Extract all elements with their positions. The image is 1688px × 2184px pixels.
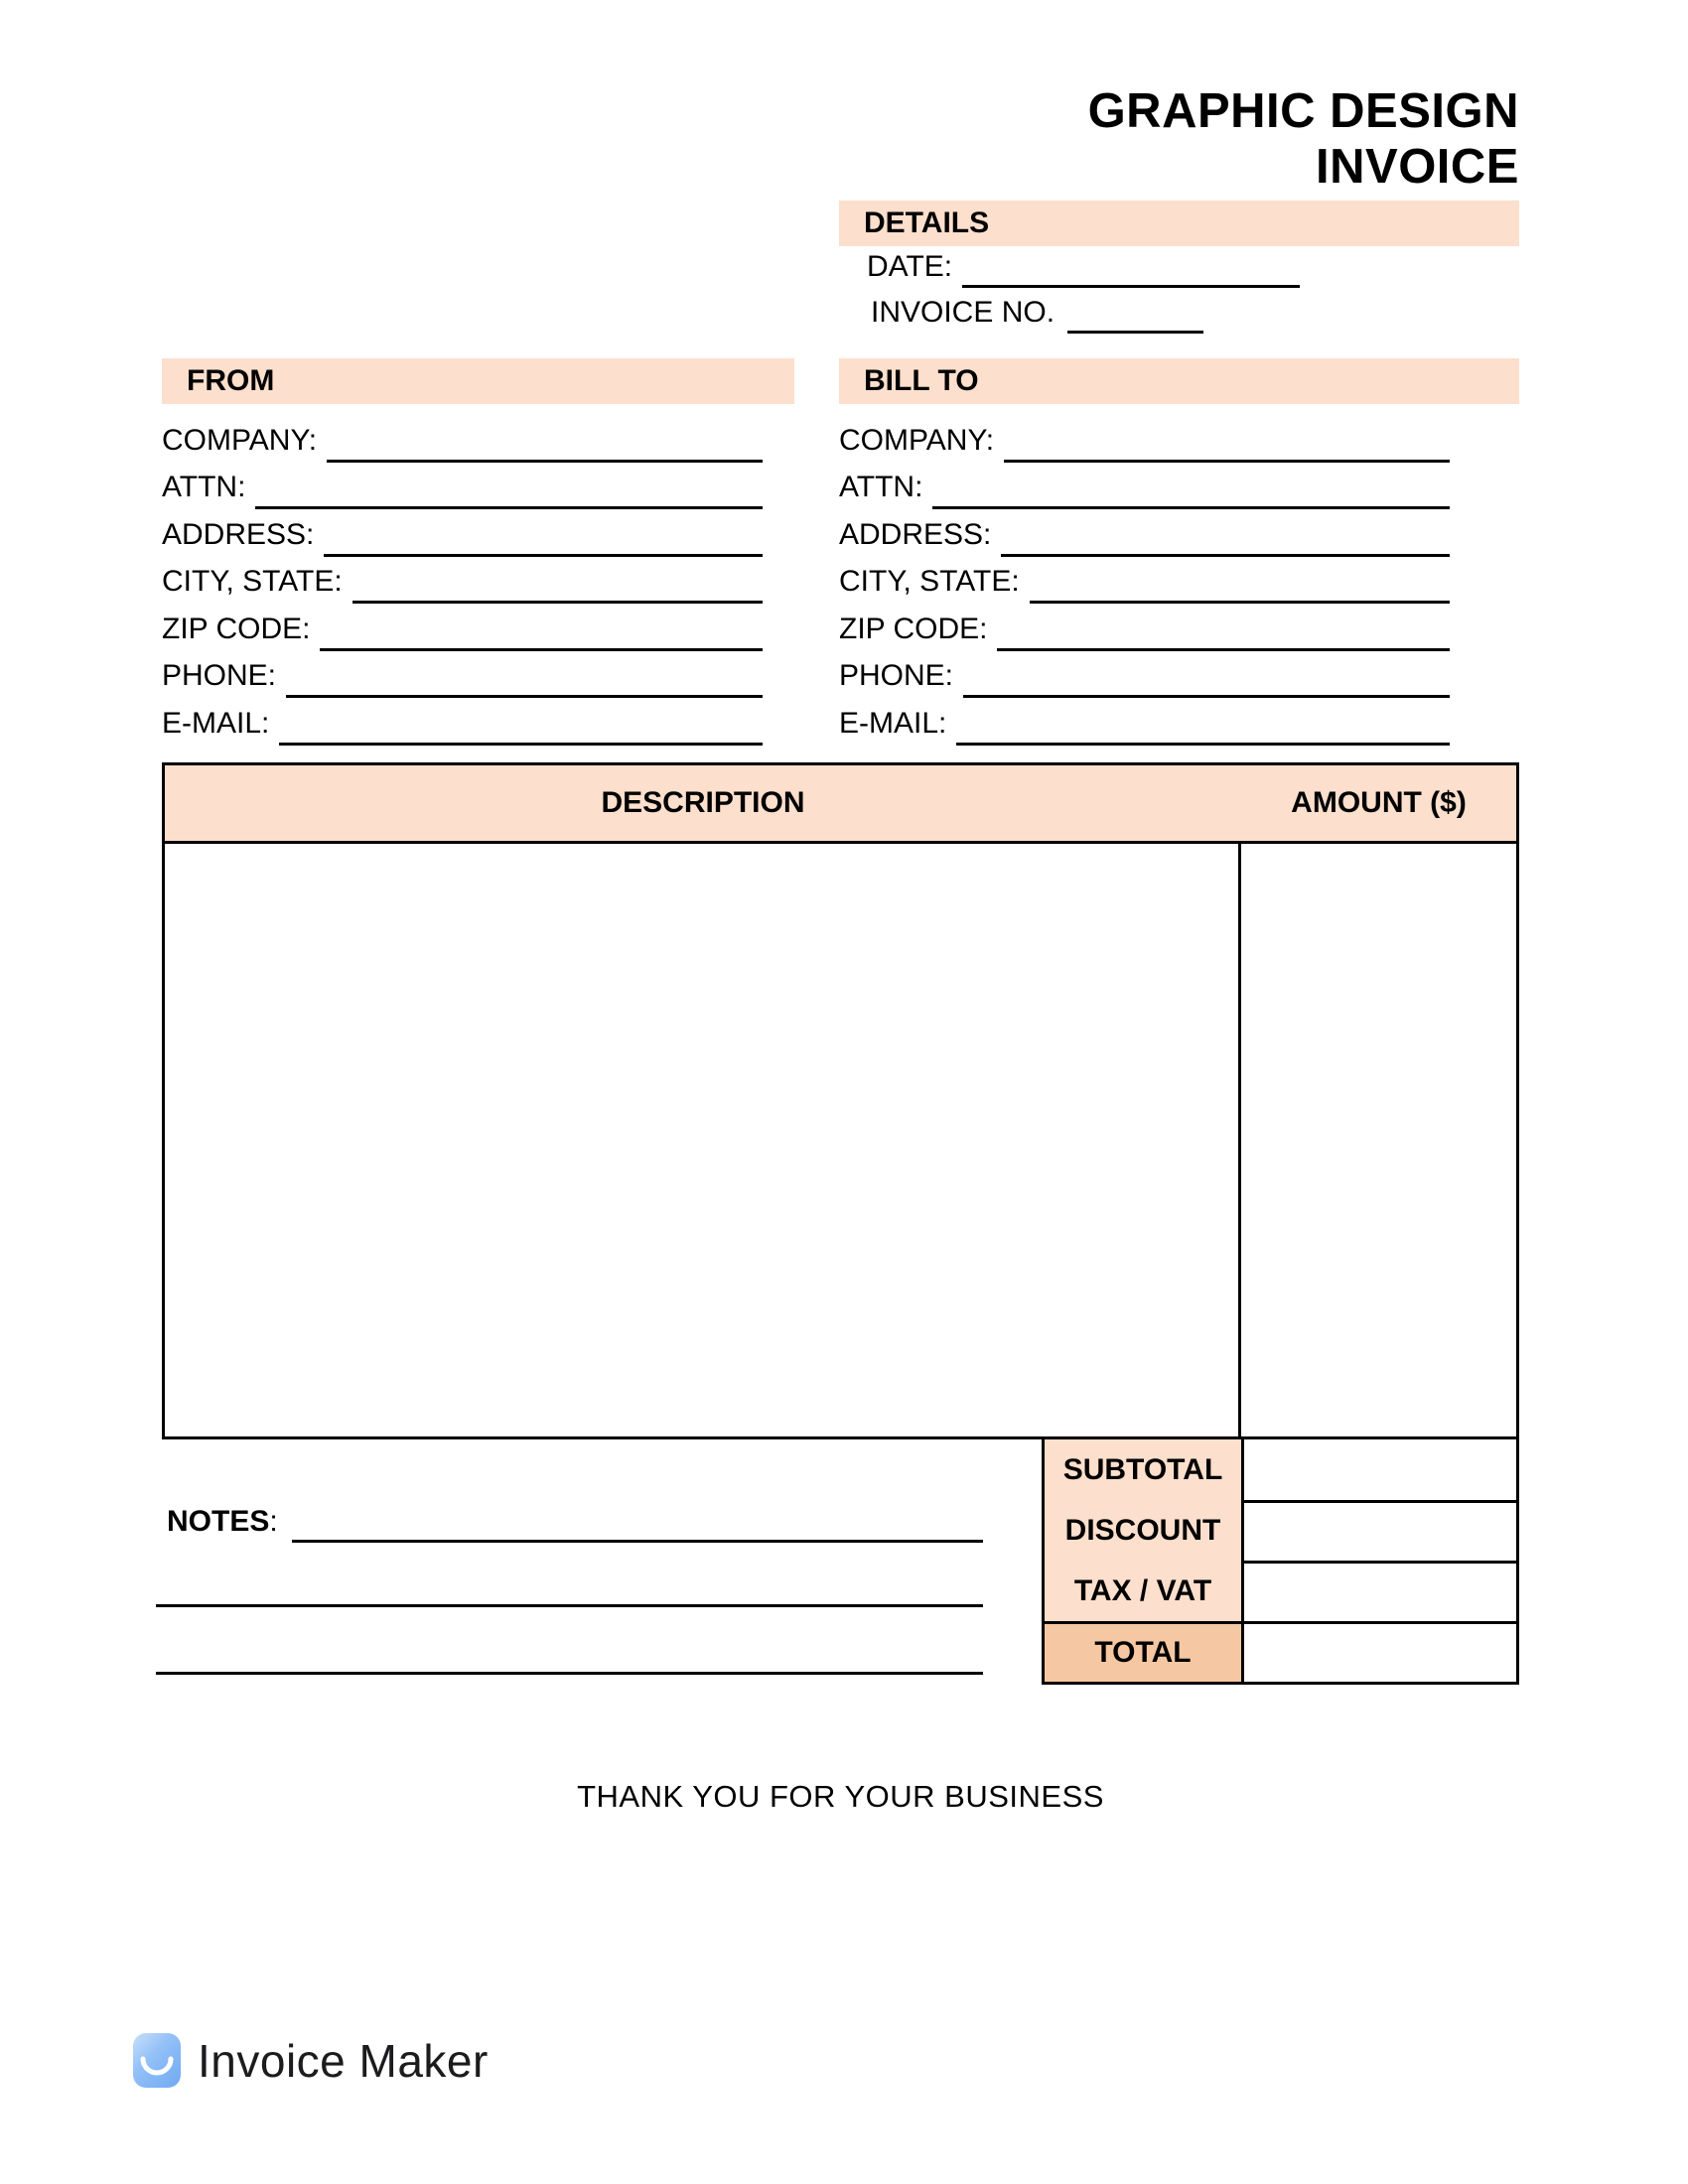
date-input-line[interactable] (962, 252, 1300, 288)
items-table-header (162, 762, 1519, 844)
field-label: ZIP CODE: (162, 612, 311, 645)
field-input-line[interactable] (1030, 566, 1450, 604)
details-header-label: DETAILS (864, 206, 990, 239)
invoice-maker-logo-icon (133, 2033, 181, 2088)
field-row (839, 509, 1519, 557)
field-row (839, 698, 1519, 746)
page-title (1088, 83, 1519, 195)
field-input-line[interactable] (324, 519, 763, 557)
field-row (162, 698, 794, 746)
from-header (162, 358, 794, 404)
details-header (839, 201, 1519, 246)
field-label: PHONE: (162, 659, 277, 692)
discount-amount-cell[interactable] (1244, 1500, 1516, 1561)
field-row (839, 651, 1519, 699)
description-cell[interactable] (165, 844, 1241, 1436)
bill-to-fields (839, 415, 1519, 746)
field-label: ADDRESS: (839, 517, 992, 551)
field-row (839, 463, 1519, 510)
total-label: TOTAL (1045, 1621, 1241, 1682)
from-header-label: FROM (187, 364, 275, 397)
field-input-line[interactable] (932, 472, 1450, 509)
total-amount-cell[interactable] (1244, 1621, 1516, 1682)
summary-labels (1042, 1436, 1241, 1685)
subtotal-label: SUBTOTAL (1062, 1452, 1223, 1486)
field-input-line[interactable] (352, 566, 763, 604)
tax-vat-label: TAX / VAT (1073, 1573, 1212, 1607)
field-label: COMPANY: (839, 423, 995, 457)
invoice-no-label: INVOICE NO. (871, 296, 1055, 329)
notes-input-line-2[interactable] (156, 1604, 983, 1607)
invoice-no-input-line[interactable] (1067, 298, 1203, 334)
field-row (162, 651, 794, 699)
date-row (867, 248, 1300, 288)
field-label: ADDRESS: (162, 517, 315, 551)
field-input-line[interactable] (286, 660, 763, 698)
amount-cell[interactable] (1241, 844, 1516, 1436)
summary-table (1042, 1436, 1519, 1685)
summary-amounts (1241, 1436, 1519, 1685)
field-row (162, 604, 794, 651)
subtotal-amount-cell[interactable] (1244, 1439, 1516, 1500)
field-input-line[interactable] (963, 660, 1450, 698)
date-label: DATE: (867, 250, 953, 283)
notes-input-line-1[interactable] (292, 1503, 983, 1543)
brand-name: Invoice Maker (198, 2034, 489, 2087)
field-row (162, 463, 794, 510)
bill-to-header-label: BILL TO (864, 364, 979, 397)
discount-label: DISCOUNT (1064, 1513, 1221, 1547)
thank-you-message: THANK YOU FOR YOUR BUSINESS (577, 1779, 1104, 1814)
invoice-no-row (871, 294, 1203, 334)
page-title-line1: GRAPHIC DESIGN (1087, 84, 1519, 138)
field-input-line[interactable] (320, 614, 763, 651)
amount-column-header: AMOUNT ($) (1291, 786, 1467, 819)
field-label: CITY, STATE: (162, 565, 343, 598)
field-row (162, 415, 794, 463)
field-input-line[interactable] (956, 708, 1450, 746)
field-label: COMPANY: (162, 423, 318, 457)
field-label: ATTN: (839, 471, 923, 503)
field-input-line[interactable] (1001, 519, 1450, 557)
tax-vat-amount-cell[interactable] (1244, 1561, 1516, 1621)
field-input-line[interactable] (255, 472, 763, 509)
page-title-line2: INVOICE (1316, 140, 1519, 194)
from-fields (162, 415, 794, 746)
field-input-line[interactable] (997, 614, 1450, 651)
field-row (162, 557, 794, 605)
field-row (839, 557, 1519, 605)
field-input-line[interactable] (1004, 425, 1450, 463)
field-label: ZIP CODE: (839, 612, 988, 645)
smile-icon (133, 2033, 181, 2088)
items-table-body (162, 844, 1519, 1439)
field-row (162, 509, 794, 557)
notes-colon: : (269, 1505, 278, 1538)
field-row (839, 604, 1519, 651)
field-label: PHONE: (839, 659, 954, 692)
bill-to-header (839, 358, 1519, 404)
field-label: E-MAIL: (162, 706, 270, 740)
field-input-line[interactable] (279, 708, 763, 746)
description-column-header: DESCRIPTION (601, 786, 805, 819)
notes-label: NOTES (167, 1505, 270, 1538)
brand-footer (133, 2033, 489, 2088)
field-row (839, 415, 1519, 463)
field-label: E-MAIL: (839, 706, 947, 740)
field-label: ATTN: (162, 471, 246, 503)
field-input-line[interactable] (327, 425, 763, 463)
notes-input-line-3[interactable] (156, 1672, 983, 1675)
field-label: CITY, STATE: (839, 565, 1020, 598)
notes-row (167, 1495, 983, 1543)
